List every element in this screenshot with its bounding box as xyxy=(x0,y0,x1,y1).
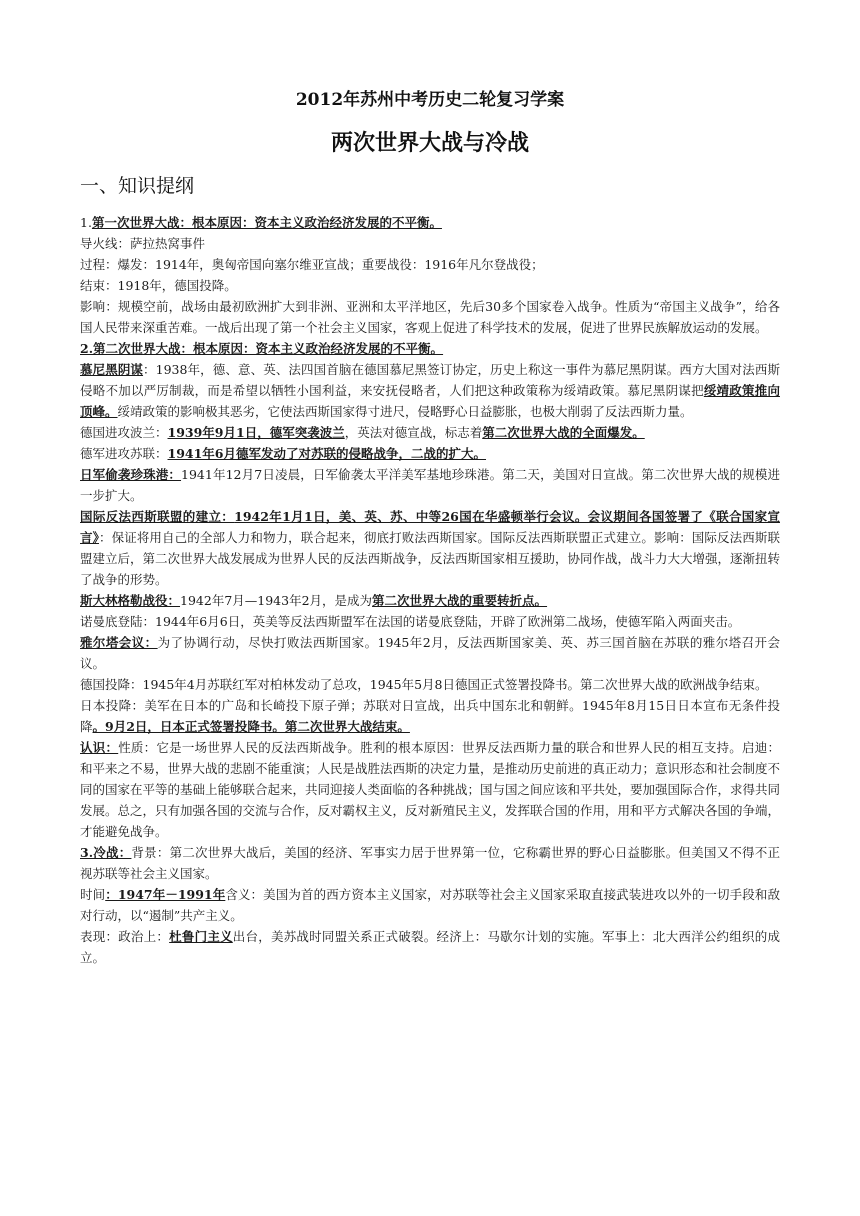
paragraph-understanding xyxy=(80,737,780,842)
ussr-label: 德军进攻苏联： xyxy=(80,446,168,461)
pearl-harbor-label: 日军偷袭珍珠港： xyxy=(80,467,182,482)
paragraph-munich xyxy=(80,359,780,422)
understanding-text: 性质：它是一场世界人民的反法西斯战争。胜利的根本原因：世界反法西斯力量的联合和世界人民的相互支持。启迪：和平来之不易，世界大战的悲剧不能重演；人民是战胜法西斯的决定力量，是推动历史前进的真正动力；意识形态和社会制度不同的国家在平等的基础上能够联合起来，共同迎接人类面临的各种挑战；国与国之间应该和平共处，要加强国际合作，求得共同发展。总之，只有加强各国的交流与合作，反对霸权主义，反对新殖民主义，发挥联合国的作用，用和平方式解决各国的争端，才能避免战争。 xyxy=(80,740,781,839)
poland-key-2: 第二次世界大战的全面爆发。 xyxy=(482,425,645,440)
paragraph-stalingrad xyxy=(80,590,780,611)
paragraph-cold-war xyxy=(80,842,780,884)
understanding-label: 认识： xyxy=(80,740,119,755)
paragraph-normandy: 诺曼底登陆：1944年6月6日，英美等反法西斯盟军在法国的诺曼底登陆，开辟了欧洲第二战场，使德军陷入两面夹击。 xyxy=(80,614,741,629)
paragraph-fuse: 导火线：萨拉热窝事件 xyxy=(80,236,206,251)
paragraph-ww2 xyxy=(80,338,780,359)
cold-war-text: 背景：第二次世界大战后，美国的经济、军事实力居于世界第一位，它称霸世界的野心日益膨胀。但美国又不得不正视苏联等社会主义国家。 xyxy=(80,845,780,881)
paragraph-yalta xyxy=(80,632,780,674)
paragraph-pearl-harbor xyxy=(80,464,780,506)
ww2-heading: 2.第二次世界大战：根本原因：资本主义政治经济发展的不平衡。 xyxy=(80,341,444,356)
cold-war-time-label: 时间 xyxy=(80,887,106,902)
paragraph-germany-surrender: 德国投降：1945年4月苏联红军对柏林发动了总攻，1945年5月8日德国正式签署投降书。第二次世界大战的欧洲战争结束。 xyxy=(80,677,768,692)
japan-surrender-key: 。9月2日，日本正式签署投降书。第二次世界大战结束。 xyxy=(92,719,410,734)
japan-surrender-text: 日本投降：美军在日本的广岛和长崎投下原子弹；苏联对日宣战，出兵中国东北和朝鲜。1945年8月15日日本宣布无条件投降 xyxy=(80,698,780,734)
munich-text-b: 绥靖政策的影响极其恶劣，它使法西斯国家得寸进尺，侵略野心日益膨胀，也极大削弱了反法西斯力量。 xyxy=(117,404,693,419)
stalingrad-text: 1942年7月—1943年2月，是成为 xyxy=(180,593,373,608)
ww1-number: 1. xyxy=(80,215,92,230)
poland-key-1: 1939年9月1日，德军突袭波兰 xyxy=(167,425,345,440)
paragraph-ww1 xyxy=(80,212,780,233)
paragraph-alliance xyxy=(80,506,780,590)
alliance-key: 1942年1月1日，美、英、苏、中等26国在华盛顿举行会议。会议期间各国签署了《联合国家宣言》 xyxy=(80,509,780,545)
ww1-heading: 第一次世界大战：根本原因：资本主义政治经济发展的不平衡。 xyxy=(91,215,442,230)
munich-key: 绥靖政策推向顶峰。 xyxy=(80,383,780,419)
yalta-text: 为了协调行动，尽快打败法西斯国家。1945年2月，反法西斯国家美、英、苏三国首脑在苏联的雅尔塔召开会议。 xyxy=(80,635,780,671)
paragraph-poland xyxy=(80,422,780,443)
poland-label: 德国进攻波兰： xyxy=(80,425,168,440)
paragraph-end: 结束：1918年，德国投降。 xyxy=(80,278,237,293)
munich-text-a: ：1938年，德、意、英、法四国首脑在德国慕尼黑签订协定，历史上称这一事件为慕尼黑阴谋。西方大国对法西斯侵略不加以严厉制裁，而是希望以牺牲小国利益，来安抚侵略者，人们把这种政策称为绥靖政策。慕尼黑阴谋把 xyxy=(80,362,780,398)
cold-war-time-key: ：1947年－1991年 xyxy=(105,887,226,902)
poland-text: ，英法对德宣战，标志着 xyxy=(344,425,483,440)
stalingrad-key: 第二次世界大战的重要转折点。 xyxy=(372,593,548,608)
munich-label: 慕尼黑阴谋 xyxy=(80,362,144,377)
cold-war-label: 3.冷战： xyxy=(80,845,132,860)
alliance-label: 国际反法西斯联盟的建立： xyxy=(80,509,235,524)
truman-doctrine-key: 杜鲁门主义 xyxy=(169,929,233,944)
alliance-text: ：保证将用自己的全部人力和物力，联合起来，彻底打败法西斯国家。国际反法西斯联盟正式建立。影响：国际反法西斯联盟建立后，第二次世界大战发展成为世界人民的反法西斯战争，反法西斯国家相互援助，协同作战，战斗力大大增强，逐渐扭转了战争的形势。 xyxy=(80,530,781,587)
stalingrad-label: 斯大林格勒战役： xyxy=(80,593,181,608)
paragraph-cold-war-time xyxy=(80,884,780,926)
pearl-harbor-text: 1941年12月7日凌晨，日军偷袭太平洋美军基地珍珠港。第二天，美国对日宣战。第二次世界大战的规模进一步扩大。 xyxy=(80,467,780,503)
paragraph-japan-surrender xyxy=(80,695,780,737)
manifest-label: 表现：政治上： xyxy=(80,929,170,944)
paragraph-ussr xyxy=(80,443,780,464)
paragraph-process: 过程：爆发：1914年，奥匈帝国向塞尔维亚宣战；重要战役：1916年凡尔登战役； xyxy=(80,257,544,272)
section-heading: 一、知识提纲 xyxy=(80,175,195,197)
cold-war-time-text: 含义：美国为首的西方资本主义国家，对苏联等社会主义国家采取直接武装进攻以外的一切手段和敌对行动，以“遏制”共产主义。 xyxy=(80,887,780,923)
document-subtitle: 两次世界大战与冷战 xyxy=(330,130,529,156)
paragraph-cold-war-manifest xyxy=(80,926,780,968)
ussr-key: 1941年6月德军发动了对苏联的侵略战争，二战的扩大。 xyxy=(167,446,487,461)
paragraph-impact: 影响：规模空前，战场由最初欧洲扩大到非洲、亚洲和太平洋地区，先后30多个国家卷入战争。性质为“帝国主义战争”，给各国人民带来深重苦难。一战后出现了第一个社会主义国家，客观上促进了科学技术的发展，促进了世界民族解放运动的发展。 xyxy=(80,299,780,335)
yalta-label: 雅尔塔会议： xyxy=(80,635,158,650)
document-title: 2012年苏州中考历史二轮复习学案 xyxy=(295,90,565,110)
manifest-text: 出台，美苏战时同盟关系正式破裂。经济上：马歇尔计划的实施。军事上：北大西洋公约组织的成立。 xyxy=(80,929,780,965)
